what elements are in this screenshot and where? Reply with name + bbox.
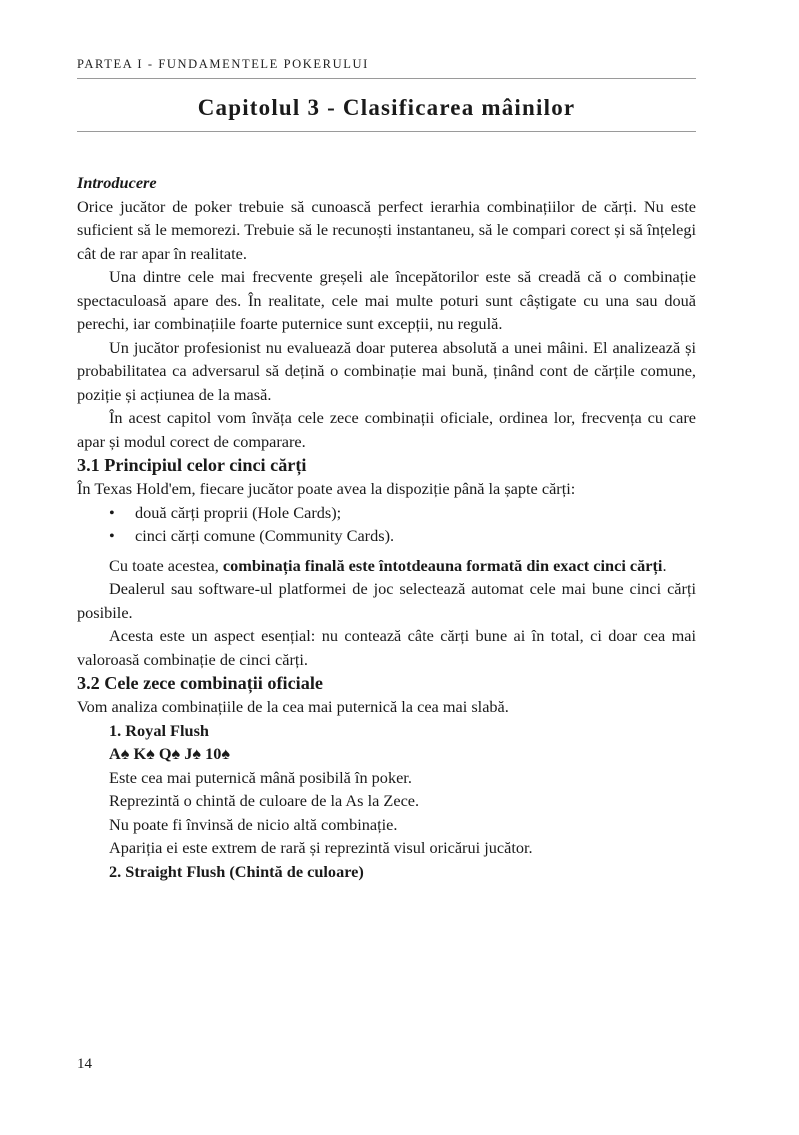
page-number: 14	[77, 1056, 92, 1072]
bullet-marker: •	[109, 526, 115, 545]
chapter-title: Capitolul 3 - Clasificarea mâinilor	[197, 95, 576, 120]
running-header: PARTEA I - FUNDAMENTELE POKERULUI	[77, 57, 369, 71]
section1-paragraph: Dealerul sau software-ul platformei de joc selectează automat cele mai bune cinci cărți posibile.	[77, 579, 696, 622]
list-item	[77, 501, 696, 525]
intro-paragraph: Orice jucător de poker trebuie să cunoască perfect ierarhia combinațiilor de cărți. Nu este suficient să le memorezi. Trebuie să le recunoști instantaneu, să le compari corect și să înțelegi cât de rar apar în realitate.	[77, 196, 696, 263]
list-item	[77, 524, 696, 548]
intro-paragraph: Un jucător profesionist nu evaluează doar puterea absolută a unei mâini. El analizează și probabilitatea ca adversarul să dețină o combinație mai bună, ținând cont de cărțile comune, poziție și acțiunea de la masă.	[77, 337, 696, 404]
intro-paragraph: Una dintre cele mai frecvente greșeli ale începătorilor este să creadă că o combinație spectaculoasă apare des. În realitate, cele mai multe poturi sunt câștigate cu una sau două perechi, iar combinațiile foarte puternice sunt excepții, nu regulă.	[77, 267, 696, 333]
header-divider	[77, 78, 696, 79]
intro-heading: Introducere	[77, 173, 157, 192]
list-item-text: cinci cărți comune (Community Cards).	[135, 526, 395, 545]
section1-lead: În Texas Hold'em, fiecare jucător poate avea la dispoziție până la șapte cărți:	[77, 479, 576, 498]
bullet-marker: •	[109, 502, 115, 522]
hand-title-royal-flush: 1. Royal Flush	[109, 720, 209, 740]
section-heading-3-1: 3.1 Principiul celor cinci cărți	[77, 455, 307, 475]
hand-description-line: Reprezintă o chintă de culoare de la As la Zece.	[109, 791, 420, 810]
five-card-rule-paragraph	[77, 554, 696, 578]
hand-description-line: Este cea mai puternică mână posibilă în poker.	[109, 767, 412, 787]
emphasized-text: combinația finală este întotdeauna formată din exact cinci cărți	[222, 555, 663, 575]
paragraph-text: .	[662, 555, 667, 575]
section-heading-3-2: 3.2 Cele zece combinații oficiale	[77, 673, 323, 693]
hand-title-straight-flush: 2. Straight Flush (Chintă de culoare)	[109, 861, 364, 881]
page-body	[77, 171, 696, 883]
title-divider	[77, 131, 696, 132]
section2-lead: Vom analiza combinațiile de la cea mai puternică la cea mai slabă.	[77, 697, 509, 716]
list-item-text: două cărți proprii (Hole Cards);	[135, 502, 342, 522]
paragraph-text: Cu toate acestea,	[109, 555, 223, 575]
hand-description-line: Nu poate fi învinsă de nicio altă combinație.	[109, 814, 398, 834]
intro-paragraph: În acest capitol vom învăța cele zece combinații oficiale, ordinea lor, frecvența cu care apar și modul corect de comparare.	[77, 408, 696, 451]
hand-description-line: Apariția ei este extrem de rară și reprezintă visul oricărui jucător.	[109, 838, 533, 857]
hand-cards-royal-flush: A♠ K♠ Q♠ J♠ 10♠	[109, 744, 231, 763]
card-sources-list	[77, 501, 696, 548]
section1-paragraph: Acesta este un aspect esențial: nu contează câte cărți bune ai în total, ci doar cea mai valoroasă combinație de cinci cărți.	[77, 626, 696, 669]
